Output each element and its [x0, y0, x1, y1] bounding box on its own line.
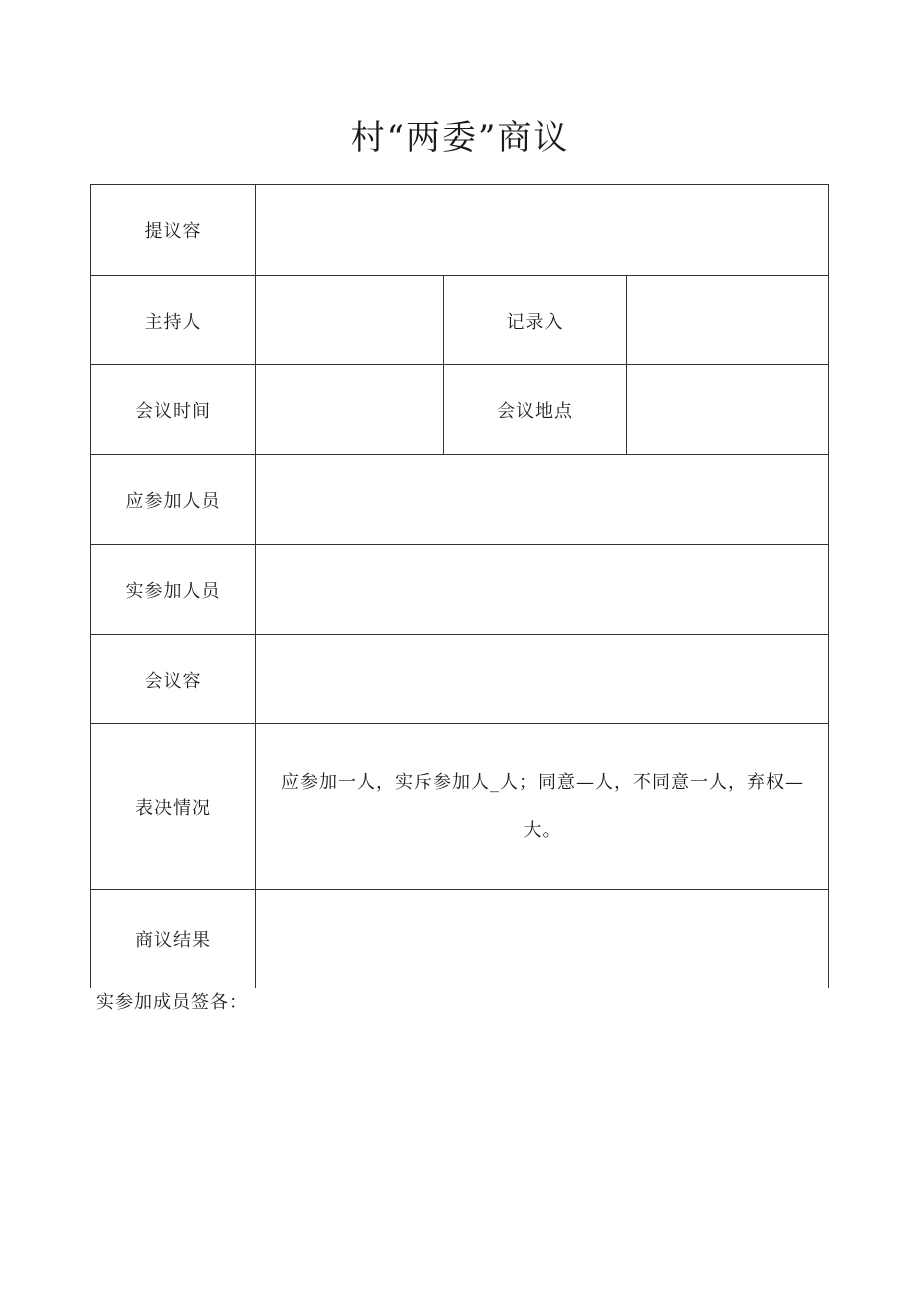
actual-attendees-field[interactable]: [256, 545, 829, 635]
proposal-label: 提议容: [144, 221, 202, 242]
document-title: 村“两委”商议: [350, 118, 570, 158]
expected-attendees-field[interactable]: [256, 455, 829, 545]
meeting-time-field[interactable]: [256, 365, 443, 455]
recorder-field[interactable]: [627, 276, 828, 365]
proposal-field[interactable]: [256, 184, 829, 276]
vote-label: 表决情况: [135, 798, 211, 819]
host-field[interactable]: [256, 276, 443, 365]
meeting-content-label: 会议容: [144, 670, 202, 692]
meeting-content-field[interactable]: [256, 635, 829, 724]
expected-attendees-label: 应参加人员: [125, 491, 221, 512]
recorder-label: 记录入: [506, 311, 564, 333]
actual-attendees-label: 实参加人员: [125, 581, 221, 602]
vote-summary-line-1: 应参加一人，实斥参加人_人；同意—人，不同意一人，弃权—: [281, 772, 804, 793]
signature-label: 实参加成员签各：: [96, 992, 248, 1013]
vote-summary-line-2: 大。: [523, 820, 562, 841]
meeting-time-label: 会议时间: [135, 401, 211, 422]
host-label: 主持人: [144, 311, 202, 333]
meeting-form-table: [90, 184, 829, 988]
meeting-location-field[interactable]: [627, 365, 828, 455]
result-label: 商议结果: [135, 930, 211, 951]
result-field[interactable]: [256, 890, 829, 988]
meeting-location-label: 会议地点: [497, 401, 573, 422]
vote-summary: [256, 724, 829, 890]
